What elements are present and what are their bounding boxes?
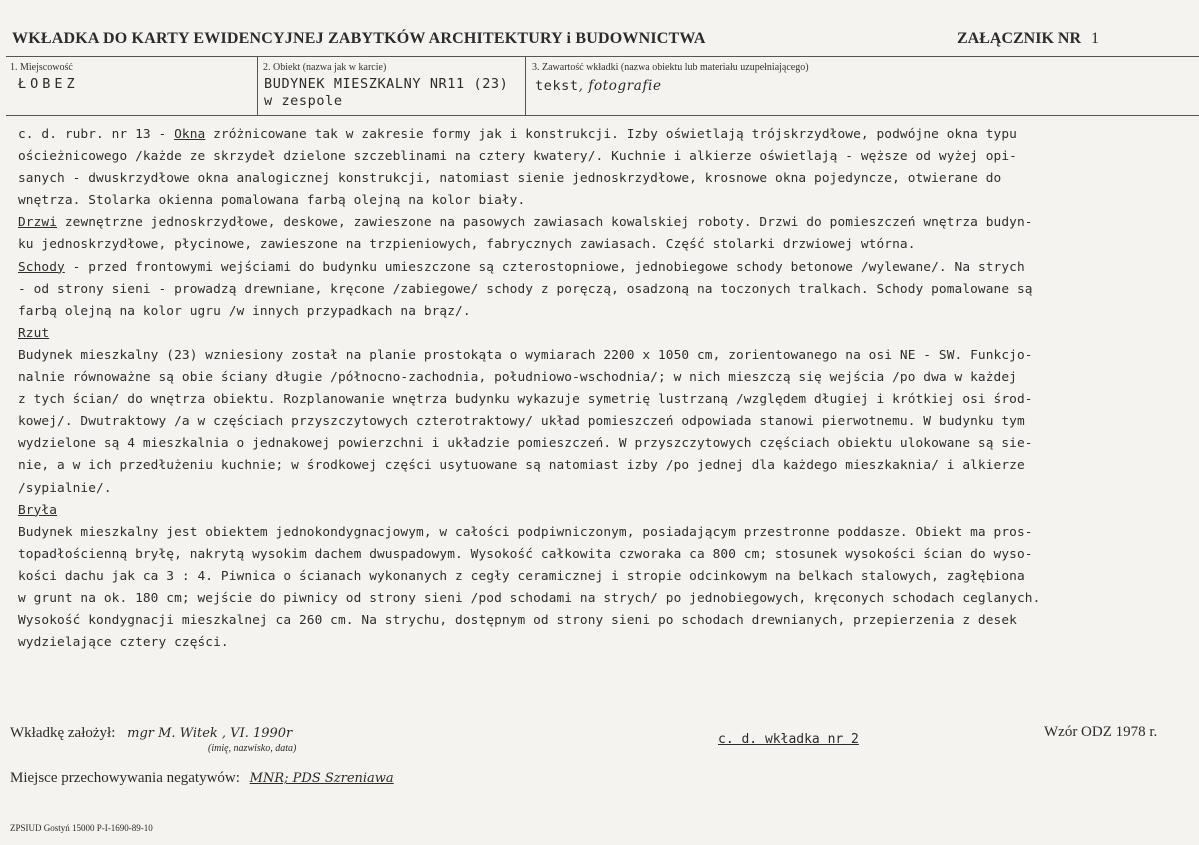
body-line: zewnętrzne jednoskrzydłowe, deskowe, zawieszone na pasowych zawiasach kowalskiej roboty. Drzwi do pomieszczeń wnętrza budyn- xyxy=(57,215,1033,231)
body-line: sanych - dwuskrzydłowe okna analogicznej konstrukcji, natomiast sienie jednoskrzydłowe, krosnowe okna pojedyncze, otwierane do xyxy=(18,171,1002,187)
content-typed: tekst xyxy=(535,78,579,94)
body-line: Wysokość kondygnacji mieszkalnej ca 260 cm. Na strychu, dostępnym od strony sieni po schodach drewnianych, przepierzenia z desek xyxy=(18,613,1017,629)
body-line: farbą olejną na kolor ugru /w innych przypadkach na brąz/. xyxy=(18,303,471,319)
section-heading-bryla: Bryła xyxy=(18,502,58,518)
continuation-note: c. d. wkładka nr 2 xyxy=(718,732,859,747)
created-by-label: Wkładkę założył: xyxy=(10,725,116,741)
body-line: Budynek mieszkalny jest obiektem jednokondygnacjowym, w całości podpiwniczonym, posiadającym przestronne poddasze. Obiekt ma pros- xyxy=(18,524,1033,540)
form-version: Wzór ODZ 1978 r. xyxy=(1044,724,1158,740)
object-value-line2: w zespole xyxy=(264,93,343,109)
field-separator-1 xyxy=(257,56,258,115)
content-value xyxy=(535,78,662,95)
body-line: w grunt na ok. 180 cm; wejście do piwnicy od strony sieni /pod schodami na strych/ po jednobiegowych, kręconych schodach ceglanych. xyxy=(18,590,1041,606)
fields-divider xyxy=(6,115,1199,116)
body-line: wnętrza. Stolarka okienna pomalowana farbą olejną na kolor biały. xyxy=(18,193,526,209)
field-separator-2 xyxy=(525,56,526,115)
body-line: kowej/. Dwutraktowy /a w częściach przyszczytowych czterotraktowy/ układ pomieszczeń odpowiada stanowi pierwotnemu. W budynku tym xyxy=(18,414,1025,430)
section-heading-drzwi: Drzwi xyxy=(18,215,58,231)
body-line: Budynek mieszkalny (23) wzniesiony został na planie prostokąta o wymiarach 2200 x 1050 cm, zorientowanego na osi NE - SW. Funkcjo- xyxy=(18,347,1033,363)
negatives-location xyxy=(10,770,394,787)
locality-label: 1. Miejscowość xyxy=(10,62,73,73)
body-line: nie, a w ich przedłużeniu kuchnie; w środkowej części usytuowane są natomiast izby /po jednej dla każdego mieszkaknia/ i alkierze xyxy=(18,458,1025,474)
printer-imprint: ZPSIUD Gostyń 15000 P-I-1690-89-10 xyxy=(10,823,153,833)
body-line: - od strony sieni - prowadzą drewniane, kręcone /zabiegowe/ schody z poręczą, osadzoną na toczonych tralkach. Schody pomalowane są xyxy=(18,281,1033,297)
body-line: ościeżnicowego /każde ze skrzydeł dzielone szczeblinami na cztery kwatery/. Kuchnie i alkierze oświetlają - węższe od wyżej opi- xyxy=(18,149,1017,165)
created-by-value: mgr M. Witek , VI. 1990r xyxy=(127,726,293,741)
attachment-value: 1 xyxy=(1091,30,1099,47)
negatives-value: MNR; PDS Szreniawa xyxy=(249,771,394,786)
body-line: c. d. rubr. nr 13 - xyxy=(18,127,175,142)
header-divider xyxy=(6,56,1199,57)
body-line: nalnie równoważne są obie ściany długie /północno-zachodnia, południowo-wschodnia/; w nich mieszczą się wejścia /po dwa w każdej xyxy=(18,370,1017,386)
attachment-number xyxy=(957,30,1099,48)
body-line: z tych ścian/ do wnętrza obiektu. Rozplanowanie wnętrza budynku wykazuje symetrię lustrzaną /względem długiej i krótkiej osi środ- xyxy=(18,392,1033,408)
body-line: wydzielające cztery części. xyxy=(18,635,229,651)
locality-value: ŁOBEZ xyxy=(18,76,79,92)
created-by xyxy=(10,725,292,742)
content-handwritten: , fotografie xyxy=(578,78,662,94)
body-line: wydzielone są 4 mieszkalnia o jednakowej powierzchni i układzie pomieszczeń. W przyszczytowych częściach obiektu ulokowane są sie- xyxy=(18,436,1033,452)
body-line: topadłościenną bryłę, nakrytą wysokim dachem dwuspadowym. Wysokość całkowita czworaka ca 800 cm; stosunek wysokości ścian do wyso- xyxy=(18,546,1033,562)
body-line: kości dachu jak ca 3 : 4. Piwnica o ścianach wykonanych z cegły ceramicznej i stropie odcinkowym na belkach stalowych, zagłębiona xyxy=(18,568,1025,584)
attachment-label: ZAŁĄCZNIK NR xyxy=(956,30,1081,47)
body-line: - przed frontowymi wejściami do budynku umieszczone są czterostopniowe, jednobiegowe schody betonowe /wylewane/. Na strych xyxy=(64,259,1025,275)
document-title: WKŁADKA DO KARTY EWIDENCYJNEJ ZABYTKÓW ARCHITEKTURY i BUDOWNICTWA xyxy=(12,30,706,47)
negatives-label: Miejsce przechowywania negatywów: xyxy=(10,770,240,786)
section-heading-rzut: Rzut xyxy=(18,325,50,341)
created-by-hint: (imię, nazwisko, data) xyxy=(208,743,297,754)
section-heading-okna: Okna xyxy=(174,127,206,142)
body-line: zróżnicowane tak w zakresie formy jak i konstrukcji. Izby oświetlają trójskrzydłowe, podwójne okna typu xyxy=(205,127,1017,142)
content-label: 3. Zawartość wkładki (nazwa obiektu lub materiału uzupełniającego) xyxy=(532,62,809,73)
object-label: 2. Obiekt (nazwa jak w karcie) xyxy=(263,62,387,73)
body-line: ku jednoskrzydłowe, płycinowe, zawieszone na trzpieniowych, fabrycznych zawiasach. Część stolarki drzwiowej wtórna. xyxy=(18,237,916,253)
section-heading-schody: Schody xyxy=(18,259,65,275)
object-value-line1: BUDYNEK MIESZKALNY NR11 (23) xyxy=(264,76,509,92)
body-line: /sypialnie/. xyxy=(18,480,112,496)
document-body xyxy=(18,124,1193,654)
